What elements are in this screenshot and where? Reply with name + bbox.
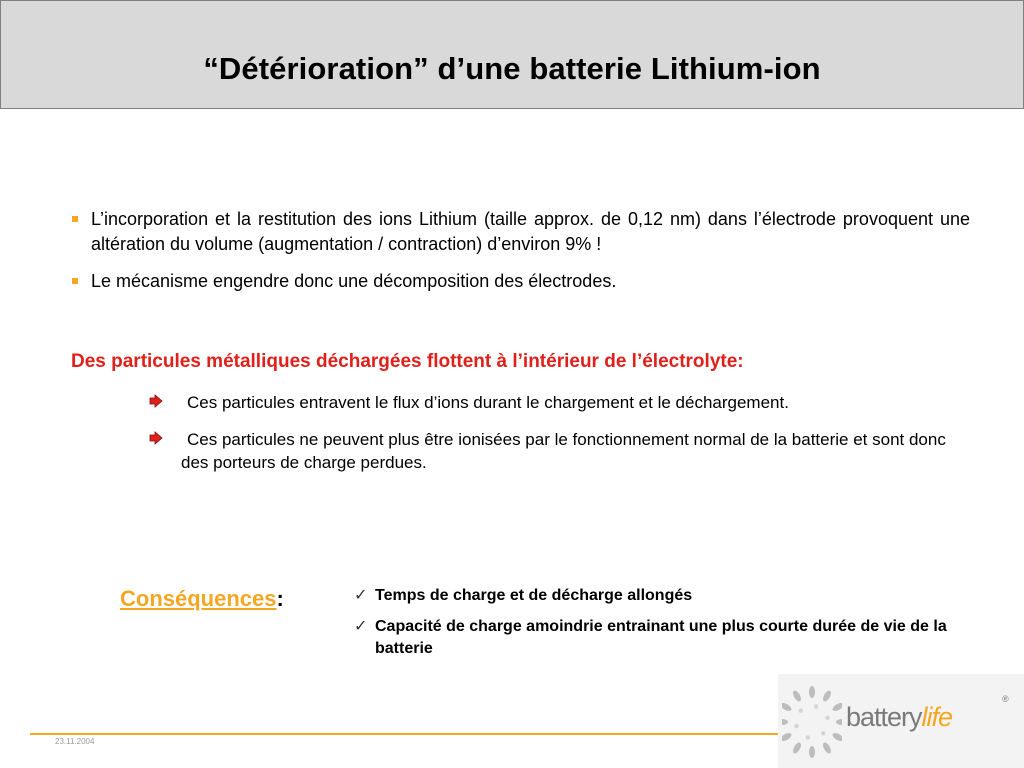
arrow-item-text: Ces particules entravent le flux d’ions durant le chargement et le déchargement. bbox=[187, 393, 789, 412]
footer-divider bbox=[30, 733, 778, 735]
red-heading: Des particules métalliques déchargées flottent à l’intérieur de l’électrolyte: bbox=[71, 351, 744, 372]
logo-text bbox=[846, 702, 952, 733]
arrow-item bbox=[149, 428, 971, 474]
bullet-item bbox=[72, 269, 970, 294]
consequence-item bbox=[354, 616, 982, 660]
consequence-text: Capacité de charge amoindrie entrainant une plus courte durée de vie de la batterie bbox=[375, 618, 947, 657]
bullet-text: L’incorporation et la restitution des ions Lithium (taille approx. de 0,12 nm) dans l’électrode provoquent une altération du volume (augmentation / contraction) d’environ 9% ! bbox=[91, 209, 970, 254]
title-box bbox=[0, 0, 1024, 109]
consequence-item bbox=[354, 585, 982, 607]
consequences-list bbox=[354, 585, 982, 669]
arrow-item bbox=[149, 391, 971, 414]
consequence-text: Temps de charge et de décharge allongés bbox=[375, 587, 693, 604]
checkmark-icon: ✓ bbox=[354, 618, 368, 635]
arrow-bullet-icon bbox=[149, 431, 163, 445]
arrow-bullet-icon bbox=[149, 394, 163, 408]
arrow-item-text: Ces particules ne peuvent plus être ionisées par le fonctionnement normal de la batterie et sont donc des porteurs de charge perdues. bbox=[181, 430, 946, 472]
swirl-icon bbox=[782, 682, 842, 762]
checkmark-icon: ✓ bbox=[354, 587, 368, 604]
logo-text-life: life bbox=[921, 702, 953, 732]
bullet-text: Le mécanisme engendre donc une décomposition des électrodes. bbox=[91, 271, 617, 291]
consequences-label bbox=[120, 586, 284, 612]
consequences-colon: : bbox=[276, 586, 284, 611]
arrow-list bbox=[149, 391, 971, 488]
batterylife-logo bbox=[778, 674, 1024, 768]
footer-date: 23.11.2004 bbox=[55, 737, 95, 746]
consequences-word: Conséquences bbox=[120, 586, 277, 611]
square-bullet-icon bbox=[72, 278, 78, 284]
bullet-item bbox=[72, 207, 970, 257]
logo-text-battery: battery bbox=[846, 702, 922, 732]
bullet-list bbox=[72, 207, 970, 306]
square-bullet-icon bbox=[72, 216, 78, 222]
slide-title: “Détérioration” d’une batterie Lithium-ion bbox=[203, 51, 821, 86]
registered-mark: ® bbox=[1002, 694, 1009, 704]
